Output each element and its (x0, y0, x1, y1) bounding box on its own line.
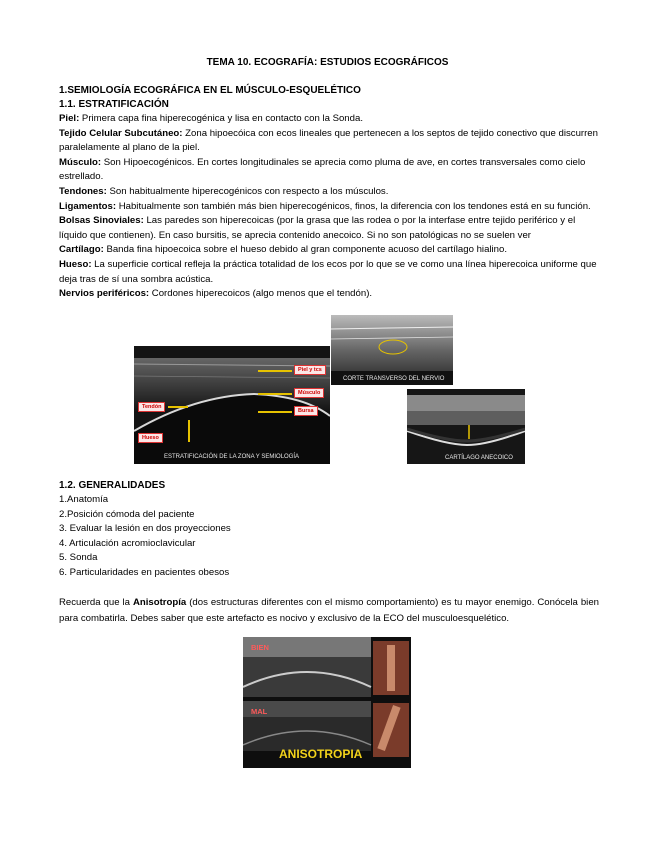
arrow-piel (258, 370, 292, 372)
label-piel: Piel y tcs (294, 365, 326, 375)
item-musculo: Músculo: Son Hipoecogénicos. En cortes longitudinales se aprecia como pluma de ave, en cortes transversales como cielo estrellado. (59, 156, 586, 183)
arrow-hueso (188, 420, 190, 442)
label-tendon: Tendón (138, 402, 165, 412)
figure1-caption: ESTRATIFICACIÓN DE LA ZONA Y SEMIOLOGÍA (164, 454, 300, 460)
arrow-tendon (168, 406, 188, 408)
anisotropia-label: ANISOTROPIA (279, 747, 363, 761)
ultrasound-nerve-image (331, 315, 453, 385)
item-tcs: Tejido Celular Subcutáneo: Zona hipoecóica con ecos lineales que pertenecen a los septos de tejido conectivo que discurren paralelamente al plano de la piel. (59, 127, 598, 154)
list-item: 2.Posición cómoda del paciente (59, 508, 195, 520)
label-hueso: Hueso (138, 433, 163, 443)
item-hueso: Hueso: La superficie cortical refleja la práctica totalidad de los ecos por lo que se ve como una línea hiperecoica uniforme que deja tras de sí una sombra acústica. (59, 258, 597, 285)
item-piel: Piel: Primera capa fina hiperecogénica y lisa en contacto con la Sonda. (59, 113, 363, 124)
item-cartilago: Cartílago: Banda fina hipoecoica sobre el hueso debido al gran componente acuoso del cartílago hialino. (59, 244, 507, 256)
item-nervios: Nervios periféricos: Cordones hiperecoicos (algo menos que el tendón). (59, 288, 373, 300)
mal-label: MAL (251, 707, 268, 716)
item-tendones: Tendones: Son habitualmente hiperecogénicos con respecto a los músculos. (59, 185, 389, 197)
anisotropy-paragraph: Recuerda que la Anisotropía (dos estructuras diferentes con el mismo comportamiento) es tu mayor enemigo. Conócela bien para combatirla. Debes saber que este artefacto es nocivo y exclusivo de la ECO del musculoesquelético. (59, 597, 599, 624)
ultrasound-stratification-image (134, 346, 330, 464)
figure2-caption: CORTE TRANSVERSO DEL NERVIO (343, 376, 445, 382)
section-heading: 1.SEMIOLOGÍA ECOGRÁFICA EN EL MÚSCULO-ESQUELÉTICO (59, 85, 361, 96)
generalities-heading: 1.2. GENERALIDADES (59, 480, 166, 491)
nerve-texture (331, 315, 453, 385)
figure3-caption: CARTÍLAGO ANECOICO (445, 455, 513, 461)
subsection-heading: 1.1. ESTRATIFICACIÓN (59, 99, 169, 110)
item-ligamentos: Ligamentos: Habitualmente son también más bien hiperecogénicos, finos, la diferencia con los tendones está en su función. (59, 200, 591, 212)
bien-label: BIEN (251, 643, 269, 652)
label-bursa: Bursa (294, 406, 318, 416)
arrow-bursa (258, 411, 292, 413)
ultrasound-cartilage-image (407, 389, 525, 464)
item-bolsas: Bolsas Sinoviales: Las paredes son hiperecoicas (por la grasa que las rodea o por la interfase entre tejido periférico y el líquido que contienen). En caso bursitis, se aprecia contenido anecoico. Si no son patológicas no se suelen ver (59, 215, 576, 241)
page-title: TEMA 10. ECOGRAFÍA: ESTUDIOS ECOGRÁFICOS (206, 57, 449, 68)
list-item: 5. Sonda (59, 552, 98, 564)
anisotropy-image (243, 637, 411, 768)
list-item: 1.Anatomía (59, 494, 109, 505)
generalities-list (59, 493, 599, 581)
cartilage-texture (407, 389, 525, 464)
list-item: 4. Articulación acromioclavicular (59, 537, 196, 549)
list-item: 6. Particularidades en pacientes obesos (59, 566, 230, 578)
label-musculo: Músculo (294, 388, 324, 398)
arrow-musculo (258, 393, 292, 395)
stratification-list (59, 112, 599, 302)
list-item: 3. Evaluar la lesión en dos proyecciones (59, 523, 231, 535)
